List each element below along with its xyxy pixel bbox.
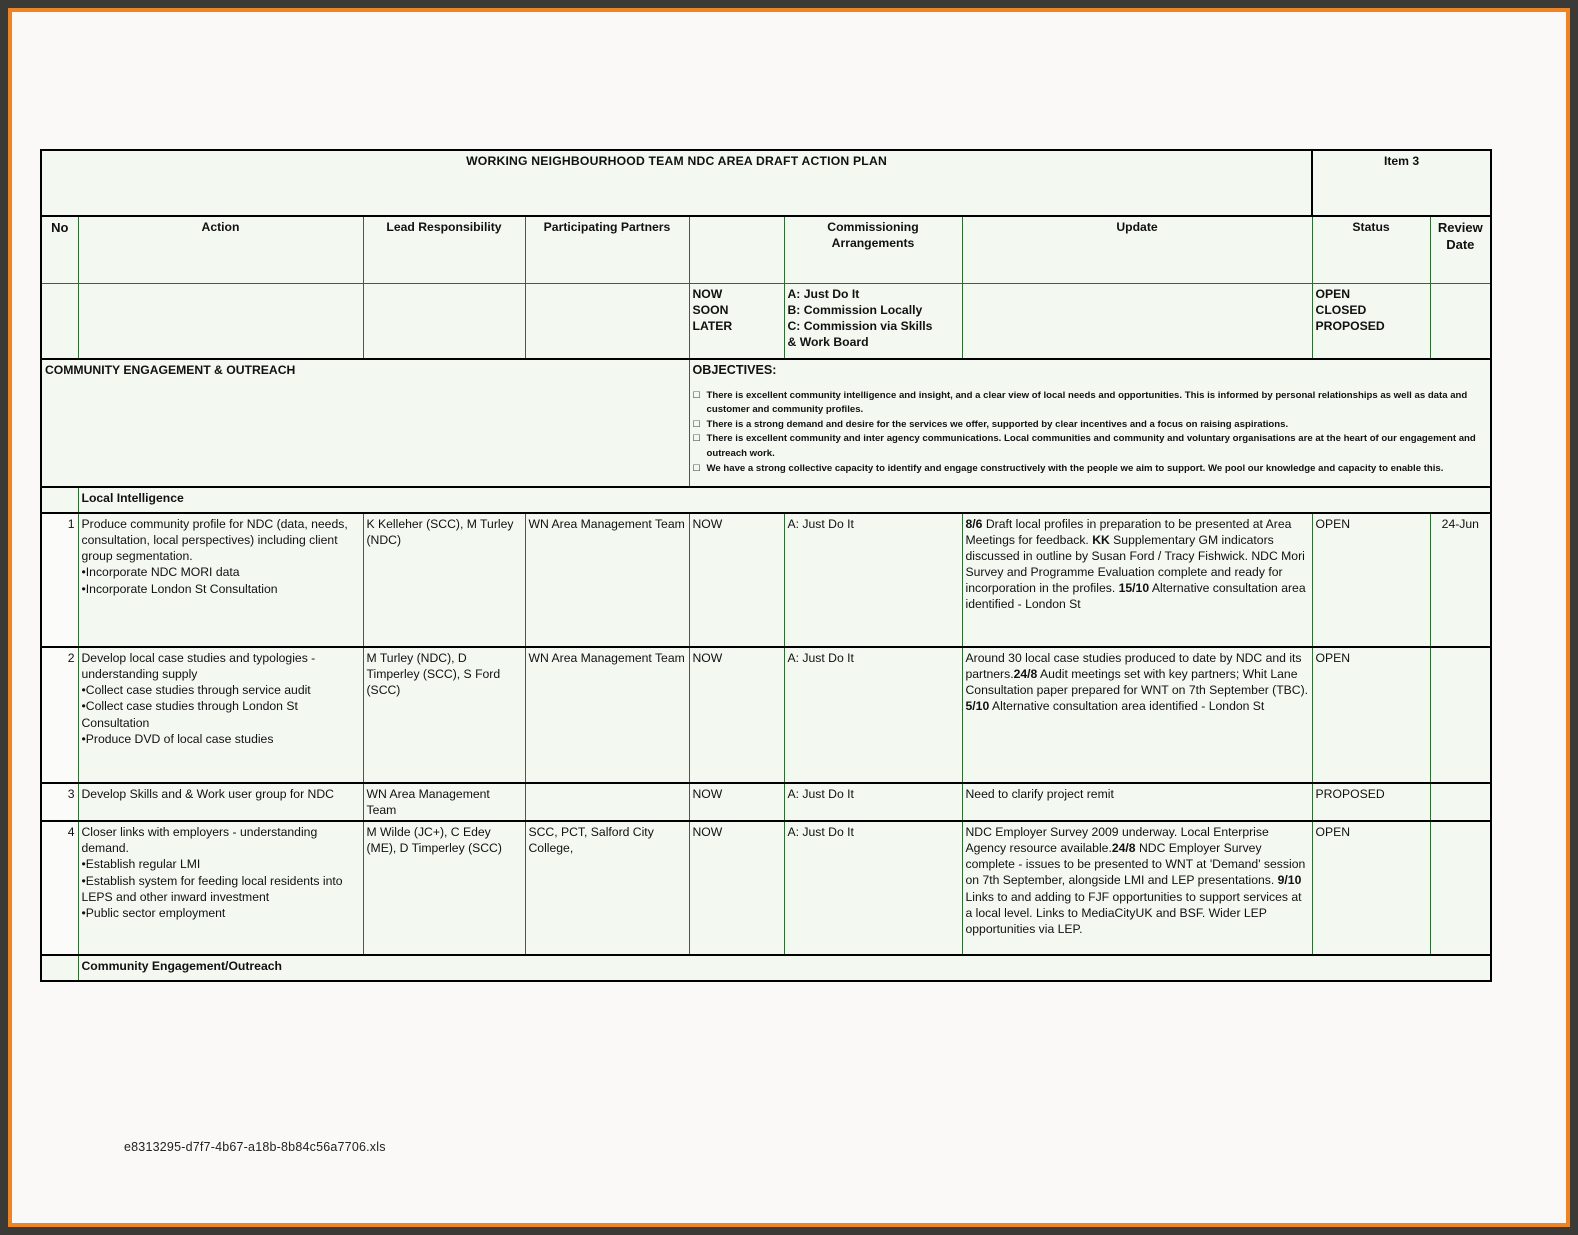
legend-row bbox=[41, 284, 1491, 360]
objectives-list bbox=[693, 389, 1488, 476]
row-action bbox=[78, 821, 363, 955]
row-update: Around 30 local case studies produced to date by NDC and its partners.24/8 Audit meetings set with key partners; Whit Lane Consultation paper prepared for WNT on 7th September (TBC). 5/10 Alternative consultation area identified - London St bbox=[962, 647, 1312, 783]
item-label: Item 3 bbox=[1312, 150, 1491, 216]
objectives-section-label: COMMUNITY ENGAGEMENT & OUTREACH bbox=[41, 359, 689, 487]
row-partners: SCC, PCT, Salford City College, bbox=[525, 821, 689, 955]
action-plan-table bbox=[40, 149, 1492, 982]
legend-timing-1: SOON bbox=[692, 303, 729, 318]
row-lead: WN Area Management Team bbox=[363, 783, 525, 821]
row-action-bullet: • Public sector employment bbox=[82, 905, 360, 921]
objectives-heading: OBJECTIVES: bbox=[692, 363, 777, 377]
page-title: WORKING NEIGHBOURHOOD TEAM NDC AREA DRAFT ACTION PLAN bbox=[41, 150, 1312, 216]
row-review-date bbox=[1430, 647, 1491, 783]
legend-status bbox=[1312, 284, 1430, 360]
row-timing: NOW bbox=[689, 783, 784, 821]
row-action-bullet: • Establish system for feeding local residents into LEPS and other inward investment bbox=[82, 873, 360, 905]
row-action bbox=[78, 647, 363, 783]
row-action-main: Develop local case studies and typologies - understanding supply bbox=[81, 651, 316, 682]
row-action-main: Develop Skills and & Work user group for NDC bbox=[81, 787, 334, 801]
row-review-date bbox=[1430, 821, 1491, 955]
row-review-date bbox=[1430, 783, 1491, 821]
row-timing: NOW bbox=[689, 821, 784, 955]
row-partners: WN Area Management Team bbox=[525, 647, 689, 783]
row-review-date: 24-Jun bbox=[1430, 513, 1491, 647]
col-header-no: No bbox=[41, 216, 78, 284]
section-label: Community Engagement/Outreach bbox=[78, 955, 1491, 981]
legend-timing-2: LATER bbox=[692, 319, 733, 334]
col-header-timing bbox=[689, 216, 784, 284]
objectives-row bbox=[41, 359, 1491, 487]
section-label: Local Intelligence bbox=[78, 487, 1491, 513]
col-header-status: Status bbox=[1312, 216, 1430, 284]
section-no-cell bbox=[41, 955, 78, 981]
row-number: 4 bbox=[41, 821, 78, 955]
row-commissioning: A: Just Do It bbox=[784, 821, 962, 955]
col-header-review-date: Review Date bbox=[1430, 216, 1491, 284]
col-header-commissioning-arrangements: Commissioning Arrangements bbox=[784, 216, 962, 284]
row-update: NDC Employer Survey 2009 underway. Local Enterprise Agency resource available.24/8 NDC Employer Survey complete - issues to be presented to WNT at 'Demand' session on 7th September, alongside LMI and LEP presentations. 9/10 Links to and adding to FJF opportunities to support services at a local level. Links to MediaCityUK and BSF. Wider LEP opportunities via LEP. bbox=[962, 821, 1312, 955]
legend-status-2: PROPOSED bbox=[1315, 319, 1385, 334]
row-action-bullet: • Incorporate London St Consultation bbox=[82, 581, 360, 597]
row-action-main: Closer links with employers - understanding demand. bbox=[81, 825, 318, 856]
file-name-label: e8313295-d7f7-4b67-a18b-8b84c56a7706.xls bbox=[124, 1140, 386, 1154]
legend-status-0: OPEN bbox=[1315, 287, 1351, 301]
row-lead: M Wilde (JC+), C Edey (ME), D Timperley (SCC) bbox=[363, 821, 525, 955]
legend-blank-lead bbox=[363, 284, 525, 360]
row-number: 3 bbox=[41, 783, 78, 821]
row-action bbox=[78, 783, 363, 821]
row-action-bullet: • Incorporate NDC MORI data bbox=[82, 564, 360, 580]
status-badge: OPEN bbox=[1312, 647, 1430, 783]
col-header-action: Action bbox=[78, 216, 363, 284]
action-plan-sheet bbox=[40, 149, 1490, 982]
row-number: 1 bbox=[41, 513, 78, 647]
legend-commissioning-1: B: Commission Locally bbox=[787, 303, 923, 318]
row-update: 8/6 Draft local profiles in preparation to be presented at Area Meetings for feedback. KK Supplementary GM indicators discussed in outline by Susan Ford / Tracy Fishwick. NDC Mori Survey and Programme Evaluation complete and ready for incorporation in the profiles. 15/10 Alternative consultation area identified - London St bbox=[962, 513, 1312, 647]
row-action-main: Produce community profile for NDC (data, needs, consultation, local perspectives) including client group segmentation. bbox=[81, 517, 348, 564]
row-commissioning: A: Just Do It bbox=[784, 513, 962, 647]
legend-timing-0: NOW bbox=[692, 287, 723, 301]
section-no-cell bbox=[41, 487, 78, 513]
title-row bbox=[41, 150, 1491, 216]
row-number: 2 bbox=[41, 647, 78, 783]
col-header-lead-responsibility: Lead Responsibility bbox=[363, 216, 525, 284]
table-row[interactable] bbox=[41, 821, 1491, 955]
row-action-bullet: • Establish regular LMI bbox=[82, 856, 360, 872]
table-row[interactable] bbox=[41, 513, 1491, 647]
row-action-bullet: • Collect case studies through London St Consultation bbox=[82, 698, 360, 730]
row-partners bbox=[525, 783, 689, 821]
legend-blank-review bbox=[1430, 284, 1491, 360]
table-row[interactable] bbox=[41, 647, 1491, 783]
legend-status-1: CLOSED bbox=[1315, 303, 1367, 318]
row-partners: WN Area Management Team bbox=[525, 513, 689, 647]
objectives-body bbox=[689, 359, 1491, 487]
section-header-local-intelligence bbox=[41, 487, 1491, 513]
objective-item: ☐ There is excellent community intelligence and insight, and a clear view of local needs and opportunities. This is informed by personal relationships as well as data and customer and community profiles. bbox=[693, 389, 1488, 418]
row-commissioning: A: Just Do It bbox=[784, 783, 962, 821]
row-action-bullets bbox=[82, 682, 360, 747]
status-badge: OPEN bbox=[1312, 821, 1430, 955]
legend-commissioning-2: C: Commission via Skills bbox=[787, 319, 933, 334]
legend-blank-update bbox=[962, 284, 1312, 360]
row-action-bullet: • Collect case studies through service audit bbox=[82, 682, 360, 698]
table-row[interactable] bbox=[41, 783, 1491, 821]
row-commissioning: A: Just Do It bbox=[784, 647, 962, 783]
status-badge: PROPOSED bbox=[1312, 783, 1430, 821]
row-action-bullets bbox=[82, 856, 360, 921]
row-timing: NOW bbox=[689, 513, 784, 647]
legend-commissioning-3: & Work Board bbox=[787, 335, 869, 350]
row-lead: K Kelleher (SCC), M Turley (NDC) bbox=[363, 513, 525, 647]
row-timing: NOW bbox=[689, 647, 784, 783]
legend-commissioning-0: A: Just Do It bbox=[787, 287, 860, 301]
legend-blank-no bbox=[41, 284, 78, 360]
objective-item: ☐ There is a strong demand and desire for the services we offer, supported by clear incentives and a focus on raising aspirations. bbox=[693, 418, 1488, 433]
column-header-row bbox=[41, 216, 1491, 284]
objective-item: ☐ There is excellent community and inter agency communications. Local communities and community and voluntary organisations are at the heart of our engagement and outreach work. bbox=[693, 432, 1488, 461]
row-lead: M Turley (NDC), D Timperley (SCC), S Ford (SCC) bbox=[363, 647, 525, 783]
row-update: Need to clarify project remit bbox=[962, 783, 1312, 821]
row-action-bullet: • Produce DVD of local case studies bbox=[82, 731, 360, 747]
page-frame bbox=[8, 8, 1570, 1227]
row-action bbox=[78, 513, 363, 647]
col-header-update: Update bbox=[962, 216, 1312, 284]
col-header-participating-partners: Participating Partners bbox=[525, 216, 689, 284]
status-badge: OPEN bbox=[1312, 513, 1430, 647]
legend-commissioning bbox=[784, 284, 962, 360]
legend-blank-action bbox=[78, 284, 363, 360]
legend-blank-partners bbox=[525, 284, 689, 360]
objective-item: ☐ We have a strong collective capacity to identify and engage constructively with the people we aim to support. We pool our knowledge and capacity to enable this. bbox=[693, 462, 1488, 477]
section-header-community-engagement-outreach bbox=[41, 955, 1491, 981]
row-action-bullets bbox=[82, 564, 360, 596]
legend-timing bbox=[689, 284, 784, 360]
